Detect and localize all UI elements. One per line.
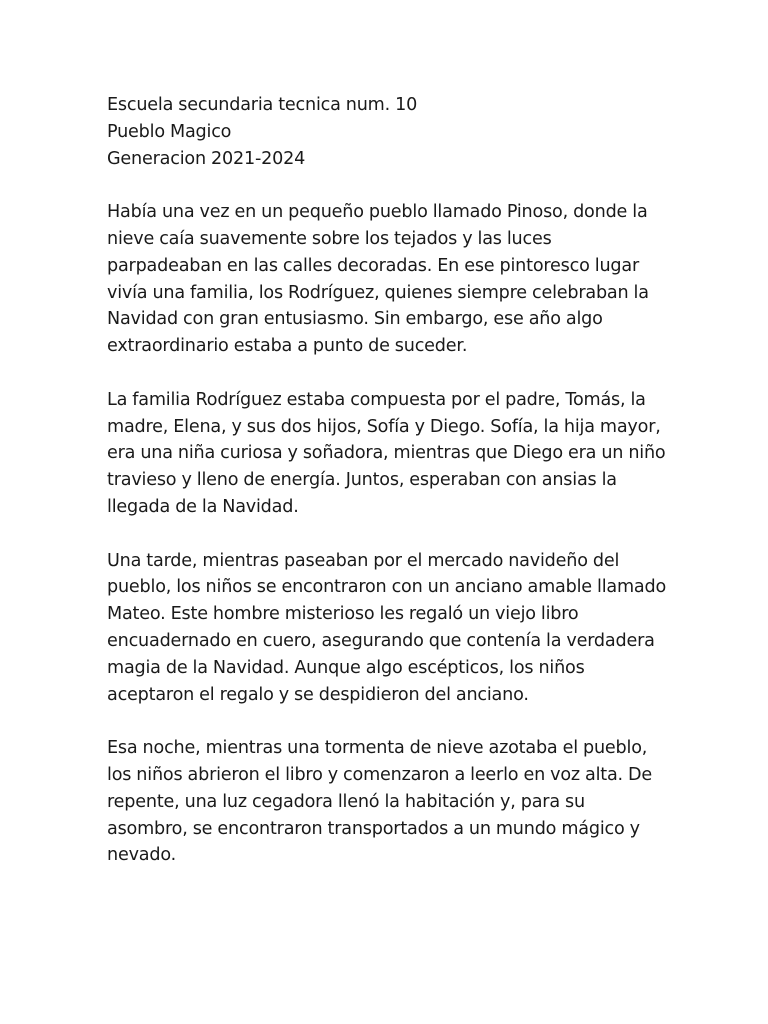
story-paragraph-1: Había una vez en un pequeño pueblo llamado Pinoso, donde la nieve caía suavemente sobre los tejados y las luces parpadeaban en las calles decoradas. En ese pintoresco lugar vivía una familia, los Rodríguez, quienes siempre celebraban la Navidad con gran entusiasmo. Sin embargo, ese año algo extraordinario estaba a punto de suceder. <box>107 202 649 357</box>
town-name: Pueblo Magico <box>107 121 232 142</box>
story-paragraph-2: La familia Rodríguez estaba compuesta por el padre, Tomás, la madre, Elena, y sus dos hijos, Sofía y Diego. Sofía, la hija mayor, era una niña curiosa y soñadora, mientras que Diego era un niño travieso y lleno de energía. Juntos, esperaban con ansias la llegada de la Navidad. <box>107 389 666 517</box>
document-body <box>107 92 667 869</box>
generation-years: Generacion 2021-2024 <box>107 148 306 169</box>
school-name: Escuela secundaria tecnica num. 10 <box>107 95 418 115</box>
story-paragraph-4: Esa noche, mientras una tormenta de nieve azotaba el pueblo, los niños abrieron el libro y comenzaron a leerlo en voz alta. De repente, una luz cegadora llenó la habitación y, para su asombro, se encontraron transportados a un mundo mágico y nevado. <box>107 738 653 866</box>
document-header <box>107 92 667 172</box>
story-paragraph-3: Una tarde, mientras paseaban por el mercado navideño del pueblo, los niños se encontraron con un anciano amable llamado Mateo. Este hombre misterioso les regaló un viejo libro encuadernado en cuero, asegurando que contenía la verdadera magia de la Navidad. Aunque algo escépticos, los niños aceptaron el regalo y se despidieron del anciano. <box>107 550 667 705</box>
